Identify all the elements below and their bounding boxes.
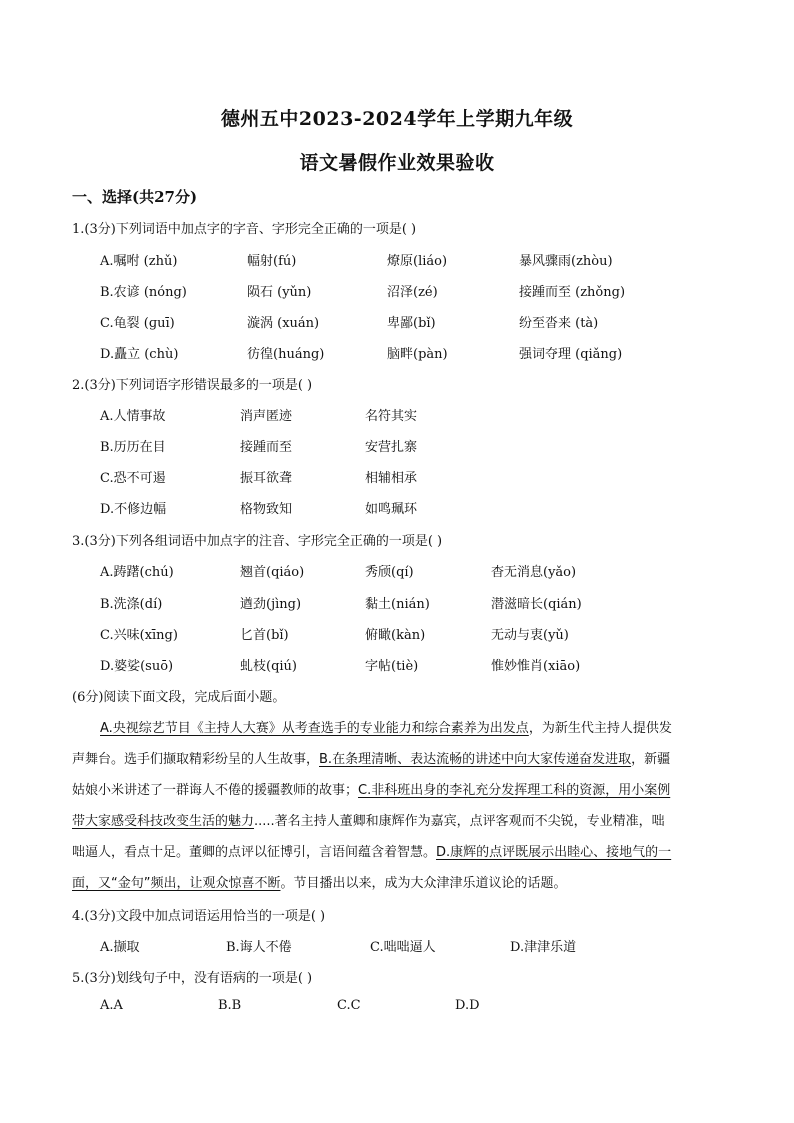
question-3-stem: 3.(3分)下列各组词语中加点字的注音、字形完全正确的一项是( ) xyxy=(72,534,443,549)
option-item: 潜滋暗长(qián) xyxy=(491,597,582,612)
passage-text: 声舞台。选手们撷取精彩纷呈的人生故事， xyxy=(72,752,320,767)
option-item: A.人情事故 xyxy=(100,409,166,424)
question-2-stem: 2.(3分)下列词语字形错误最多的一项是( ) xyxy=(72,378,313,393)
option-item: A.嘱咐 (zhǔ) xyxy=(100,254,178,269)
option-item: 翘首(qiáo) xyxy=(240,565,305,580)
option-item: B.洗涤(dí) xyxy=(100,597,163,612)
passage-line xyxy=(72,810,665,829)
underlined-sentence-c-end: 带大家感受科技改变生活的魅力 xyxy=(72,814,255,829)
underlined-sentence-d: D.康辉的点评既展示出睦心、接地气的一 xyxy=(436,845,672,860)
option-item: 强词夺理 (qiǎng) xyxy=(519,347,623,362)
passage-line xyxy=(72,841,671,860)
option-item: 名符其实 xyxy=(365,409,418,424)
option-item: C.C xyxy=(337,998,361,1013)
option-item: 接踵而至 xyxy=(240,440,293,455)
option-item: 秀颀(qí) xyxy=(365,565,414,580)
option-item: 接踵而至 (zhǒng) xyxy=(519,285,626,300)
option-item: 相辅相承 xyxy=(365,471,418,486)
passage-line xyxy=(72,748,670,767)
underlined-sentence-c: C.非科班出身的李礼充分发挥理工科的资源，用小案例 xyxy=(358,783,671,798)
option-item: 惟妙惟肖(xiāo) xyxy=(491,659,581,674)
option-item: D.D xyxy=(455,998,480,1013)
passage-text: 。节目播出以来，成为大众津津乐道议论的话题。 xyxy=(280,876,567,891)
document-title: 德州五中2023-2024学年上学期九年级 xyxy=(220,108,574,130)
passage-text: ，新疆 xyxy=(631,752,671,767)
option-item: 黏土(nián) xyxy=(365,597,430,612)
option-item: D.矗立 (chù) xyxy=(100,347,179,362)
option-item: 沼泽(zé) xyxy=(387,285,438,300)
section-heading: 一、选择(共27分) xyxy=(72,188,198,206)
option-item: 格物致知 xyxy=(240,502,293,517)
underlined-sentence-d-end: 面，又“金句”频出，让观众惊喜不断 xyxy=(72,876,281,891)
option-item: D.不修边幅 xyxy=(100,502,167,517)
passage-text: .....著名主持人董卿和康辉作为嘉宾，点评客观而不尖锐，专业精准，咄 xyxy=(254,814,665,829)
option-item: 消声匿迹 xyxy=(240,409,293,424)
document-subtitle: 语文暑假作业效果验收 xyxy=(299,152,495,174)
option-item: A.A xyxy=(100,998,123,1013)
option-item: 幅射(fú) xyxy=(247,254,297,269)
option-item: D.津津乐道 xyxy=(510,940,577,955)
option-item: 彷徨(huáng) xyxy=(247,347,325,362)
passage-text: 姑娘小米讲述了一群诲人不倦的援疆教师的故事； xyxy=(72,783,359,798)
question-4-stem: 4.(3分)文段中加点词语运用恰当的一项是( ) xyxy=(72,909,326,924)
underlined-sentence-b: B.在条理清晰、表达流畅的讲述中向大家传递奋发进取 xyxy=(319,752,632,767)
option-item: A.踌躇(chú) xyxy=(100,565,174,580)
option-item: B.B xyxy=(218,998,242,1013)
passage-line xyxy=(72,779,670,798)
option-item: 虬枝(qiú) xyxy=(240,659,297,674)
option-item: C.龟裂 (ɡuī) xyxy=(100,316,175,331)
option-item: 纷至沓来 (tà) xyxy=(519,316,599,331)
option-item: 如鸣珮环 xyxy=(365,502,418,517)
question-1-stem: 1.(3分)下列词语中加点字的字音、字形完全正确的一项是( ) xyxy=(72,222,417,237)
option-item: C.恐不可遏 xyxy=(100,471,166,486)
option-item: B.诲人不倦 xyxy=(226,940,292,955)
question-5-stem: 5.(3分)划线句子中，没有语病的一项是( ) xyxy=(72,971,313,986)
reading-passage xyxy=(72,717,722,903)
option-item: B.历历在目 xyxy=(100,440,166,455)
passage-text: 咄逼人，看点十足。董卿的点评以征博引，言语间蕴含着智慧。 xyxy=(72,845,437,860)
option-item: 匕首(bǐ) xyxy=(240,628,289,643)
option-item: 振耳欲聋 xyxy=(240,471,293,486)
option-item: 脑畔(pàn) xyxy=(387,347,448,362)
option-item: A.撷取 xyxy=(100,940,140,955)
option-item: 遒劲(jìng) xyxy=(240,597,302,612)
passage-line xyxy=(72,872,567,891)
option-item: 杳无消息(yǎo) xyxy=(491,565,577,580)
passage-text: ，为新生代主持人提供发 xyxy=(528,721,672,736)
option-item: 漩涡 (xuán) xyxy=(247,316,320,331)
option-item: 燎原(liáo) xyxy=(387,254,448,269)
option-item: B.农谚 (nóng) xyxy=(100,285,187,300)
option-item: 安营扎寨 xyxy=(365,440,418,455)
option-item: 字帖(tiè) xyxy=(365,659,419,674)
reading-instruction: (6分)阅读下面文段，完成后面小题。 xyxy=(72,690,286,705)
option-item: 卑鄙(bǐ) xyxy=(387,316,436,331)
option-item: D.婆娑(suō) xyxy=(100,659,174,674)
option-item: 陨石 (yǔn) xyxy=(247,285,312,300)
option-item: 俯瞰(kàn) xyxy=(365,628,426,643)
option-item: 暴风骤雨(zhòu) xyxy=(519,254,613,269)
underlined-sentence-a: A.央视综艺节目《主持人大赛》从考查选手的专业能力和综合素养为出发点 xyxy=(100,721,529,736)
passage-line xyxy=(100,717,672,736)
option-item: C.兴味(xīng) xyxy=(100,628,178,643)
option-item: C.咄咄逼人 xyxy=(370,940,436,955)
option-item: 无动与衷(yǔ) xyxy=(491,628,569,643)
